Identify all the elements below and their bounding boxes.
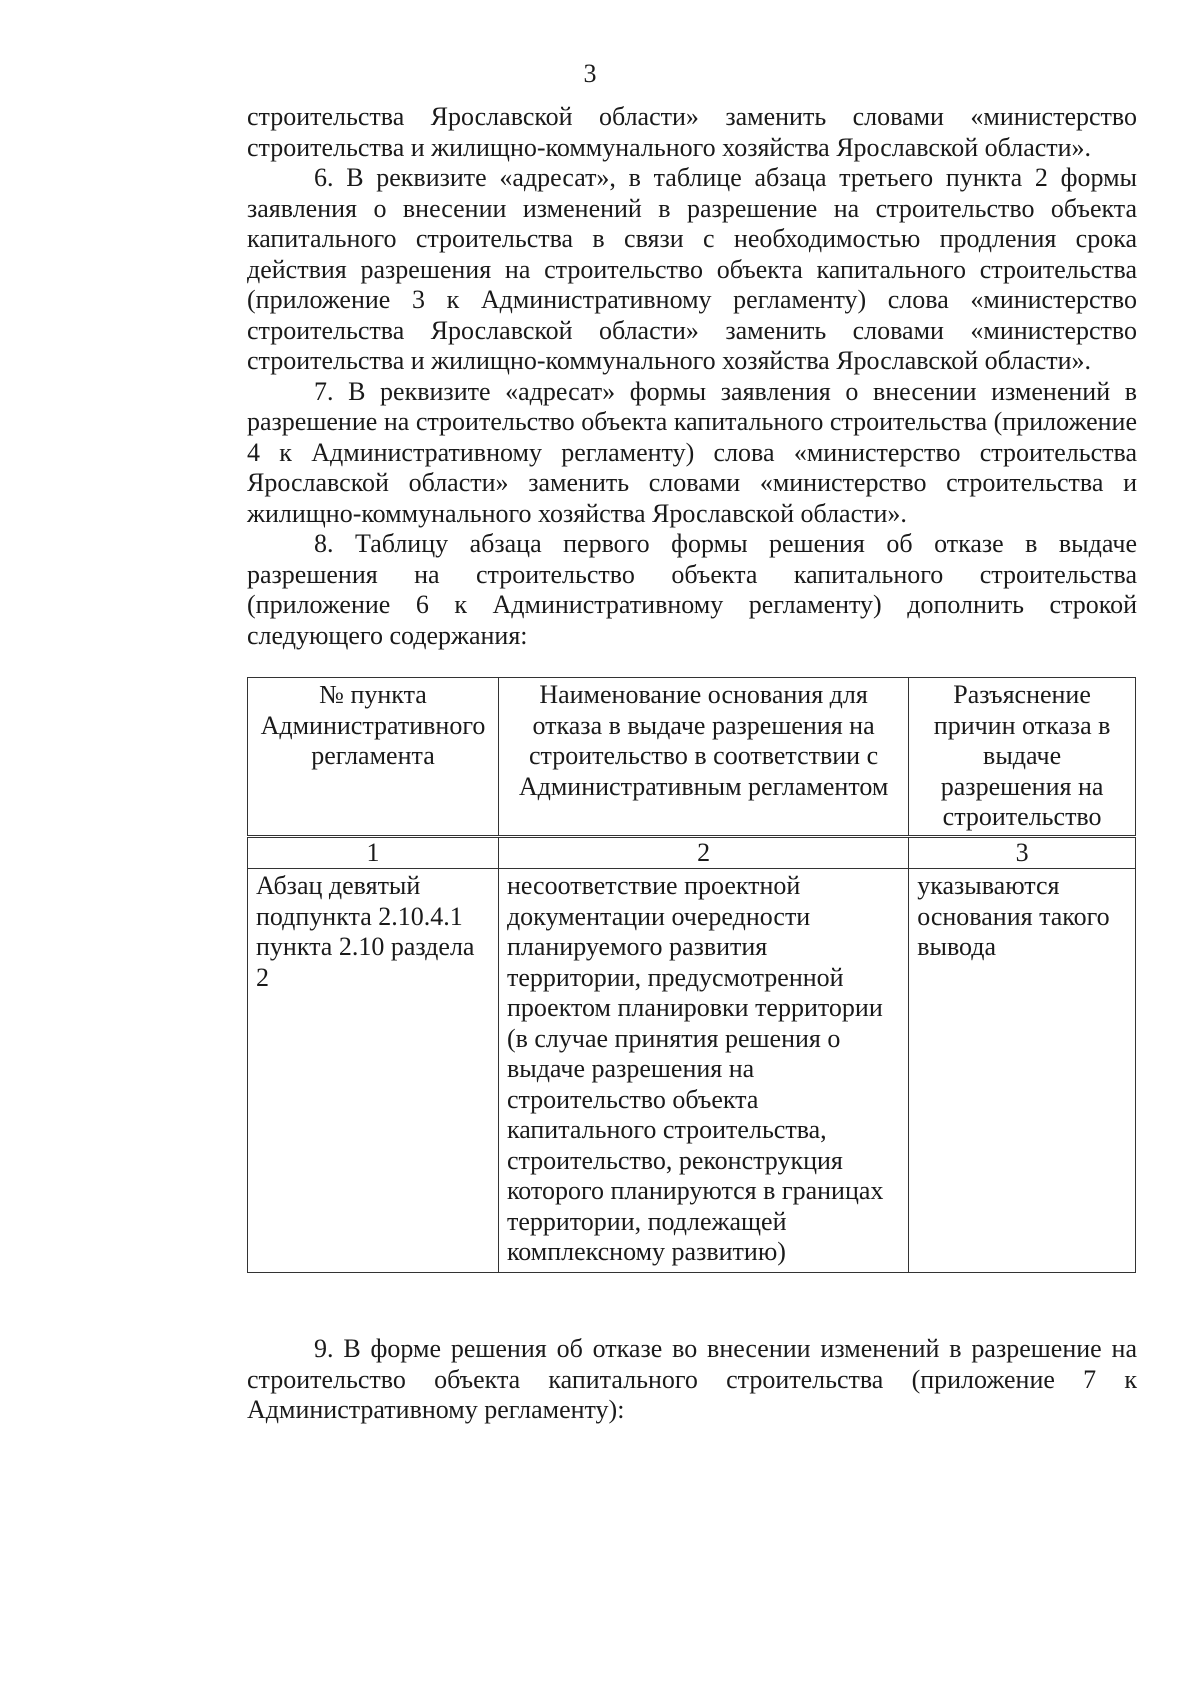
intro-line-b: строительства и жилищно-коммунального хозяйства Ярославской области». (247, 132, 1092, 162)
paragraph-9: 9. В форме решения об отказе во внесении изменений в разрешение на строительство объекта капитального строительства (приложение 7 к Административному регламенту): (247, 1334, 1137, 1424)
intro-line-a: строительства Ярославской области» заменить словами «министерство (247, 102, 1137, 131)
paragraph-7: 7. В реквизите «адресат» формы заявления о внесении изменений в разрешение на строительство объекта капитального строительства (приложение 4 к Административному регламенту) слова «министерство строительства Ярославской области» заменить словами «министерство строительства и жилищно-коммунального хозяйства Ярославской области». (247, 376, 1137, 528)
document-body-continued (247, 1334, 1137, 1426)
column-number-1: 1 (248, 836, 499, 869)
header-refusal-ground: Наименование основания для отказа в выдаче разрешения на строительство в соответствии с Административным регламентом (498, 678, 908, 837)
intro-paragraph (247, 102, 1137, 163)
paragraph-6: 6. В реквизите «адресат», в таблице абзаца третьего пункта 2 формы заявления о внесении изменений в разрешение на строительство объекта капитального строительства в связи с необходимостью продления срока действия разрешения на строительство объекта капитального строительства (приложение 3 к Административному регламенту) слова «министерство строительства Ярославской области» заменить словами «министерство строительства и жилищно-коммунального хозяйства Ярославской области». (247, 163, 1137, 375)
page-number: 3 (583, 59, 597, 88)
cell-clause-number: Абзац девятый подпункта 2.10.4.1 пункта 2.10 раздела 2 (248, 869, 499, 1273)
column-number-2: 2 (498, 836, 908, 869)
table-header-row (248, 678, 1136, 837)
paragraph-8: 8. Таблицу абзаца первого формы решения об отказе в выдаче разрешения на строительство объекта капитального строительства (приложение 6 к Административному регламенту) дополнить строкой следующего содержания: (247, 529, 1137, 650)
refusal-grounds-table (247, 677, 1136, 1273)
column-number-3: 3 (909, 836, 1136, 869)
header-clause-number: № пункта Административного регламента (248, 678, 499, 837)
table-number-row (248, 836, 1136, 869)
cell-refusal-ground: несоответствие проектной документации очередности планируемого развития территории, предусмотренной проектом планировки территории (в случае принятия решения о выдаче разрешения на строительство объекта капитального строительства, строительство, реконструкция которого планируются в границах территории, подлежащей комплексному развитию) (498, 869, 908, 1273)
header-refusal-explanation: Разъяснение причин отказа в выдаче разрешения на строительство (909, 678, 1136, 837)
table-row (248, 869, 1136, 1273)
cell-refusal-explanation: указываются основания такого вывода (909, 869, 1136, 1273)
document-body (247, 102, 1137, 651)
